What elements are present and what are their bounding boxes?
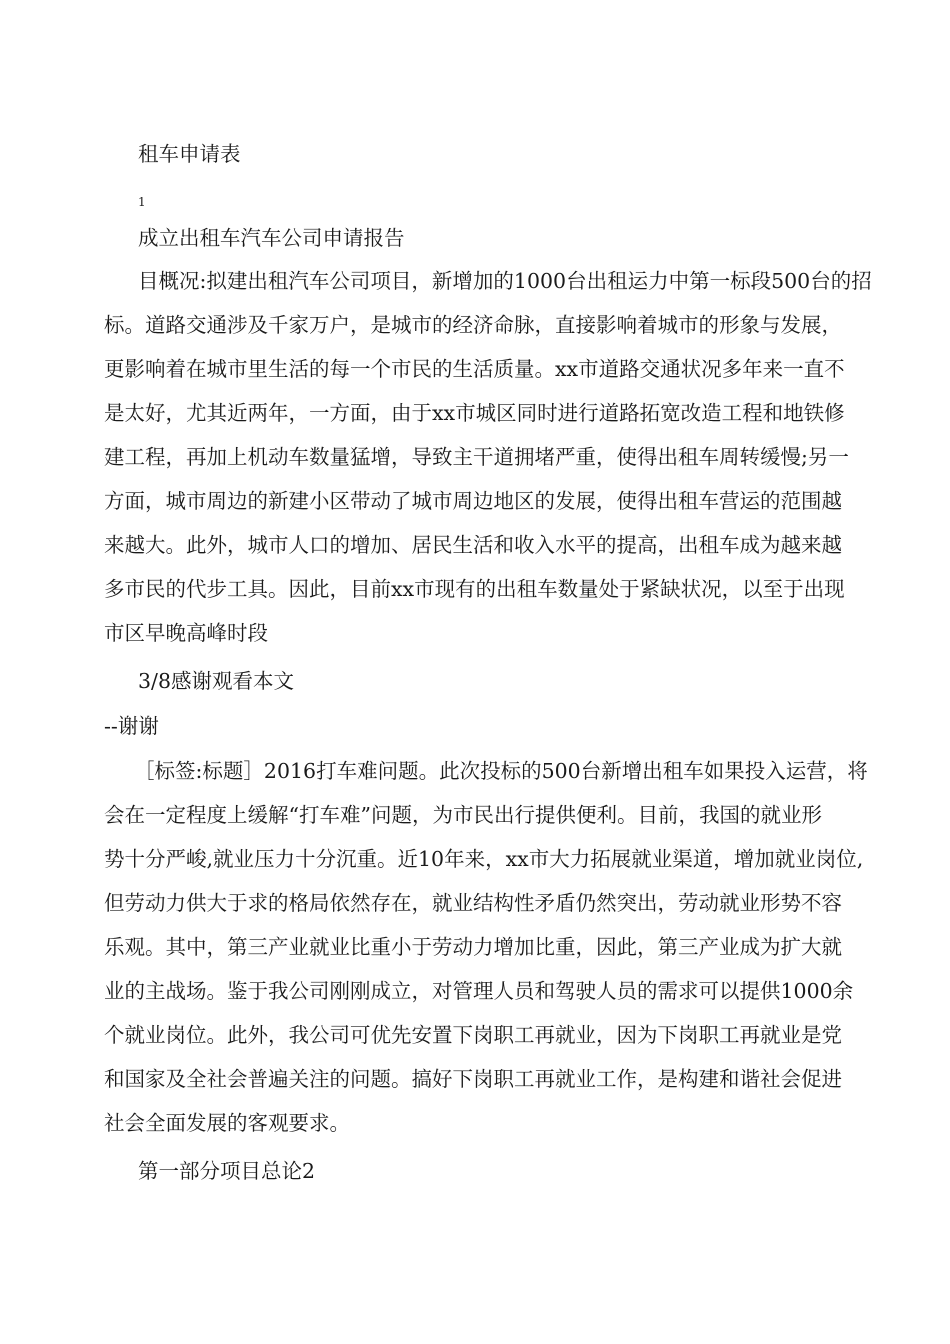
paragraph-line: 建工程，再加上机动车数量猛增，导致主干道拥堵严重，使得出租车周转缓慢;另一 (104, 445, 849, 469)
paragraph-line: 业的主战场。鉴于我公司刚刚成立，对管理人员和驾驶人员的需求可以提供1000余 (104, 979, 854, 1003)
page-footer: 3/8感谢观看本文 (138, 669, 294, 693)
paragraph-line: 标。道路交通涉及千家万户，是城市的经济命脉，直接影响着城市的形象与发展， (104, 313, 842, 337)
paragraph-line: 多市民的代步工具。因此，目前xx市现有的出租车数量处于紧缺状况，以至于出现 (104, 577, 845, 601)
paragraph-line: 目概况:拟建出租汽车公司项目，新增加的1000台出租运力中第一标段500台的招 (138, 269, 872, 293)
paragraph-line: 市区早晚高峰时段 (104, 621, 268, 645)
thanks-text: --谢谢 (104, 714, 159, 738)
paragraph-line: 会在一定程度上缓解“打车难”问题，为市民出行提供便利。目前，我国的就业形 (104, 803, 822, 827)
paragraph-line: 方面，城市周边的新建小区带动了城市周边地区的发展，使得出租车营运的范围越 (104, 489, 842, 513)
paragraph-line: 和国家及全社会普遍关注的问题。搞好下岗职工再就业工作，是构建和谐社会促进 (104, 1067, 842, 1091)
paragraph-line: 来越大。此外，城市人口的增加、居民生活和收入水平的提高，出租车成为越来越 (104, 533, 842, 557)
paragraph-line: 个就业岗位。此外，我公司可优先安置下岗职工再就业，因为下岗职工再就业是党 (104, 1023, 842, 1047)
section-heading: 第一部分项目总论2 (138, 1159, 316, 1183)
paragraph-line: 但劳动力供大于求的格局依然存在，就业结构性矛盾仍然突出，劳动就业形势不容 (104, 891, 842, 915)
document-title: 租车申请表 (138, 142, 241, 166)
paragraph-line: 是太好，尤其近两年，一方面，由于xx市城区同时进行道路拓宽改造工程和地铁修 (104, 401, 845, 425)
paragraph-line: ［标签:标题］2016打车难问题。此次投标的500台新增出租车如果投入运营，将 (134, 759, 868, 783)
paragraph-line: 势十分严峻,就业压力十分沉重。近10年来，xx市大力拓展就业渠道，增加就业岗位, (104, 847, 864, 871)
paragraph-line: 更影响着在城市里生活的每一个市民的生活质量。xx市道路交通状况多年来一直不 (104, 357, 845, 381)
paragraph-line: 社会全面发展的客观要求。 (104, 1111, 350, 1135)
page-marker: 1 (138, 195, 146, 209)
report-title: 成立出租车汽车公司申请报告 (138, 226, 405, 250)
paragraph-line: 乐观。其中，第三产业就业比重小于劳动力增加比重，因此，第三产业成为扩大就 (104, 935, 842, 959)
